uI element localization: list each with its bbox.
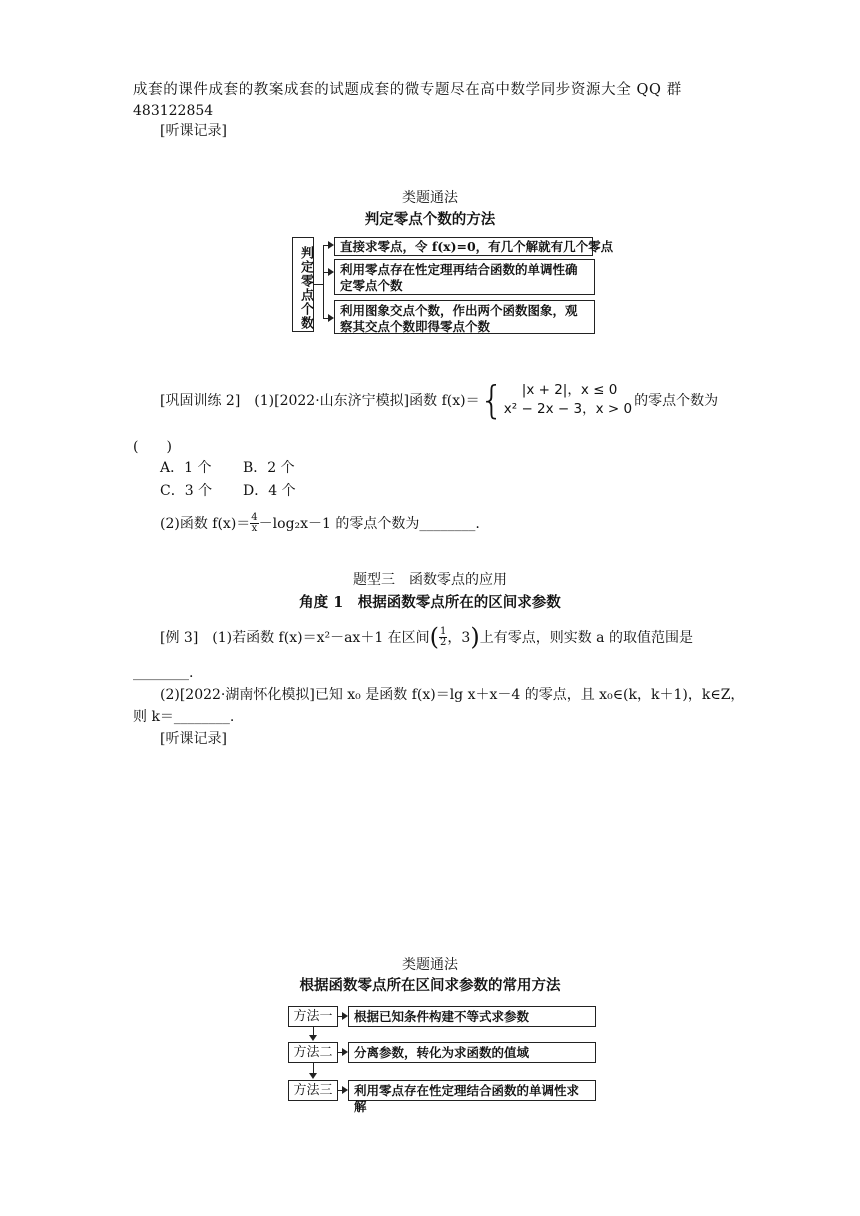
method1-root-box: 判定零点个数 (292, 237, 314, 332)
method2-text-3: 利用零点存在性定理结合函数的单调性求解 (348, 1080, 596, 1101)
method1-label: 类题通法 (402, 190, 458, 206)
interval-close-paren: ) (470, 623, 480, 651)
fraction-4-over-x (250, 513, 258, 534)
method2-tag-2: 方法二 (288, 1042, 338, 1063)
fraction-one-half (439, 627, 447, 648)
option-c: C．3 个 (160, 483, 213, 499)
option-d: D．4 个 (243, 483, 296, 499)
listen-record-2: [听课记录] (160, 731, 227, 747)
method2-down-arrow-2 (309, 1073, 317, 1079)
option-a: A．1 个 (160, 460, 212, 476)
fraction-numerator: 1 (440, 625, 447, 637)
interval-open-paren: ( (429, 623, 440, 651)
method2-tag-1: 方法一 (288, 1006, 338, 1027)
method2-title: 根据函数零点所在区间求参数的常用方法 (299, 977, 561, 994)
example3-q2-line2: 则 k＝________. (133, 709, 235, 725)
method2-text-1: 根据已知条件构建不等式求参数 (348, 1006, 596, 1027)
practice2-q2-post: －log₂x－1 的零点个数为________. (258, 516, 480, 532)
method1-title: 判定零点个数的方法 (364, 211, 496, 228)
type3-angle: 角度 1 根据函数零点所在的区间求参数 (299, 594, 561, 611)
practice2-answer-paren: ( ) (133, 439, 172, 455)
example3-q1-post: 上有零点，则实数 a 的取值范围是 (479, 630, 693, 646)
method2-text-2: 分离参数，转化为求函数的值域 (348, 1042, 596, 1063)
interval-end: ，3 (447, 630, 471, 646)
option-b: B．2 个 (243, 460, 295, 476)
type3-heading: 题型三 函数零点的应用 (353, 572, 507, 588)
example3-q1-pre: [例 3] (1)若函数 f(x)＝x²－ax＋1 在区间 (160, 630, 430, 646)
fraction-denominator: x (251, 522, 258, 534)
example3-q1-blank: ________. (133, 665, 194, 681)
header-line-2: 483122854 (133, 103, 214, 119)
example3-q2-line1: (2)[2022·湖南怀化模拟]已知 x₀ 是函数 f(x)＝lg x＋x－4 的零点，且 x₀∈(k，k＋1)，k∈Z， (160, 687, 745, 703)
piecewise-case-2: x² − 2x − 3，x > 0 (503, 401, 633, 417)
practice2-q1 (160, 378, 718, 422)
header-line-1: 成套的课件成套的教案成套的试题成套的微专题尽在高中数学同步资源大全 QQ 群 (133, 82, 682, 98)
method2-down-arrow-1 (309, 1035, 317, 1041)
method1-item-2: 利用零点存在性定理再结合函数的单调性确定零点个数 (334, 259, 595, 295)
method2-label: 类题通法 (402, 957, 458, 973)
method1-item-3: 利用图象交点个数，作出两个函数图象，观察其交点个数即得零点个数 (334, 300, 595, 334)
fraction-numerator: 4 (251, 511, 258, 523)
listen-record-1: [听课记录] (160, 123, 227, 139)
practice2-q2 (160, 510, 480, 536)
method2-tag-3: 方法三 (288, 1080, 338, 1101)
practice2-q1-suffix: 的零点个数为 (634, 393, 719, 409)
piecewise-brace: { (479, 378, 504, 422)
fraction-denominator: 2 (440, 636, 447, 648)
piecewise-case-1: |x + 2|，x ≤ 0 (521, 382, 618, 398)
example3-q1 (160, 622, 693, 652)
piecewise-cases (504, 381, 632, 419)
method1-item-1: 直接求零点，令 f(x)=0，有几个解就有几个零点 (334, 237, 593, 256)
practice2-q2-pre: (2)函数 f(x)＝ (160, 516, 251, 532)
practice2-q1-prefix: [巩固训练 2] (1)[2022·山东济宁模拟]函数 f(x)＝ (160, 393, 480, 409)
